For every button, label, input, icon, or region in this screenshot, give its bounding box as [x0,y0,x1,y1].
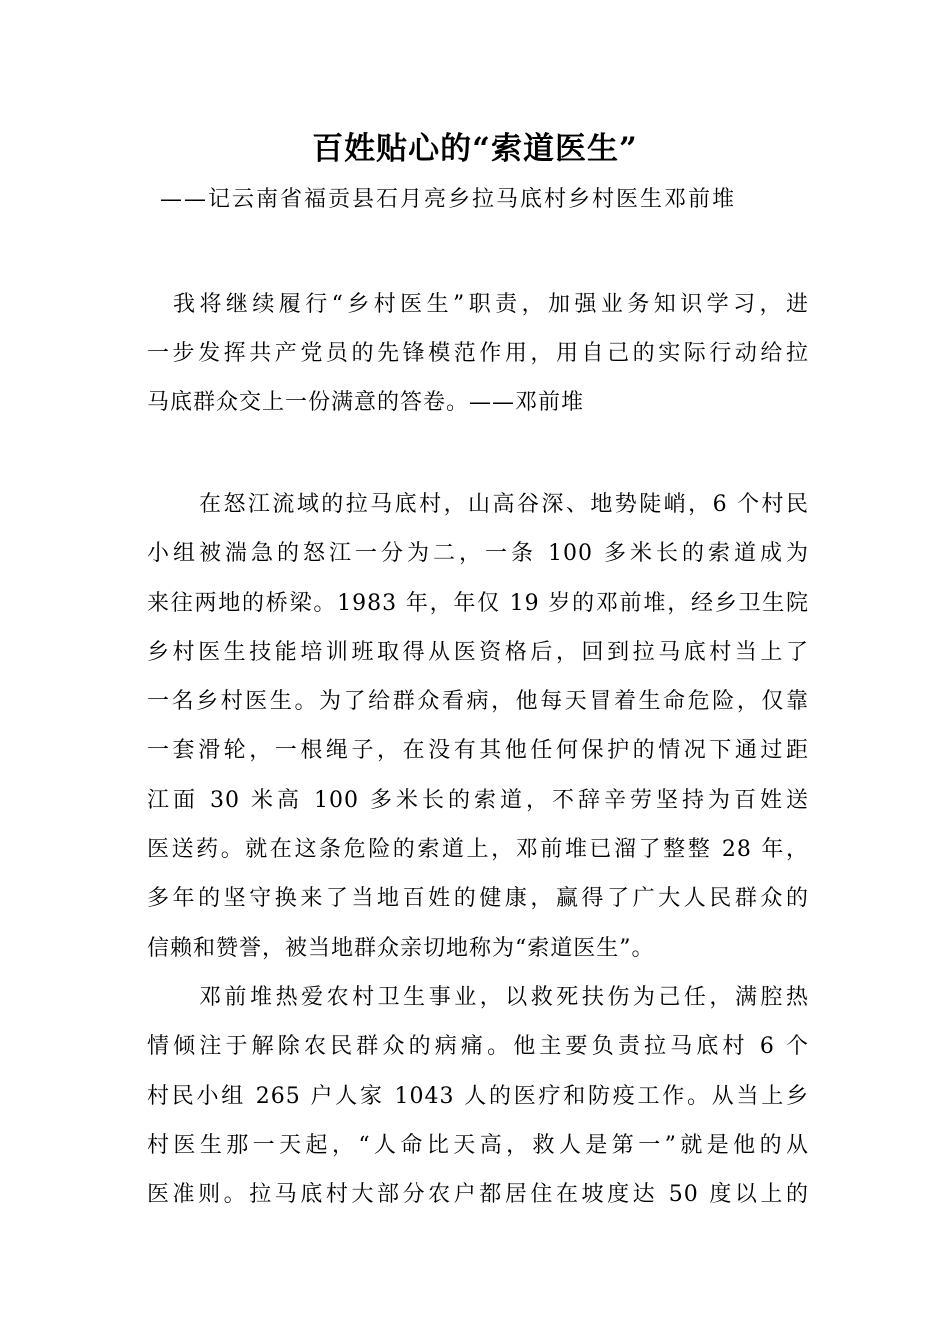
article-body [147,480,809,1219]
paragraph-2-line: 医准则。拉马底村大部分农户都居住在坡度达 50 度以上的 [147,1182,809,1208]
paragraph-2-line: 情倾注于解除农民群众的病痛。他主要负责拉马底村 6 个 [147,1034,809,1060]
article-subtitle: ——记云南省福贡县石月亮乡拉马底村乡村医生邓前堆 [160,187,737,212]
article-title: 百姓贴心的“索道医生” [312,131,638,167]
paragraph-1-line: 一名乡村医生。为了给群众看病，他每天冒着生命危险，仅靠 [147,689,809,715]
paragraph-1-line: 一套滑轮，一根绳子，在没有其他任何保护的情况下通过距 [147,738,809,764]
paragraph-1-line: 在怒江流域的拉马底村，山高谷深、地势陡峭，6 个村民 [199,492,809,517]
paragraph-1-line: 乡村医生技能培训班取得从医资格后，回到拉马底村当上了 [147,639,809,665]
quote-line: 我将继续履行“乡村医生”职责，加强业务知识学习，进 [173,292,809,317]
paragraph-1-line: 医送药。就在这条危险的索道上，邓前堆已溜了整整 28 年， [147,837,809,863]
paragraph-2-line: 村民小组 265 户人家 1043 人的医疗和防疫工作。从当上乡 [147,1083,809,1109]
paragraph-1-line: 多年的坚守换来了当地百姓的健康，赢得了广大人民群众的 [147,886,809,912]
quote-line: 马底群众交上一份满意的答卷。——邓前堆 [147,390,585,415]
paragraph-1-line: 江面 30 米高 100 多米长的索道，不辞辛劳坚持为百姓送 [147,787,809,813]
quote-line: 一步发挥共产党员的先锋模范作用，用自己的实际行动给拉 [147,341,809,366]
opening-quote [147,280,809,427]
paragraph-2-line: 村医生那一天起，“人命比天高，救人是第一”就是他的从 [147,1132,809,1158]
paragraph-2-line: 邓前堆热爱农村卫生事业，以救死扶伤为己任，满腔热 [199,984,809,1010]
paragraph-1-line: 来往两地的桥梁。1983 年，年仅 19 岁的邓前堆，经乡卫生院 [147,590,809,616]
paragraph-1-line: 小组被湍急的怒江一分为二，一条 100 多米长的索道成为 [147,541,809,567]
paragraph-1-line: 信赖和赞誉，被当地群众亲切地称为“索道医生”。 [147,935,655,961]
